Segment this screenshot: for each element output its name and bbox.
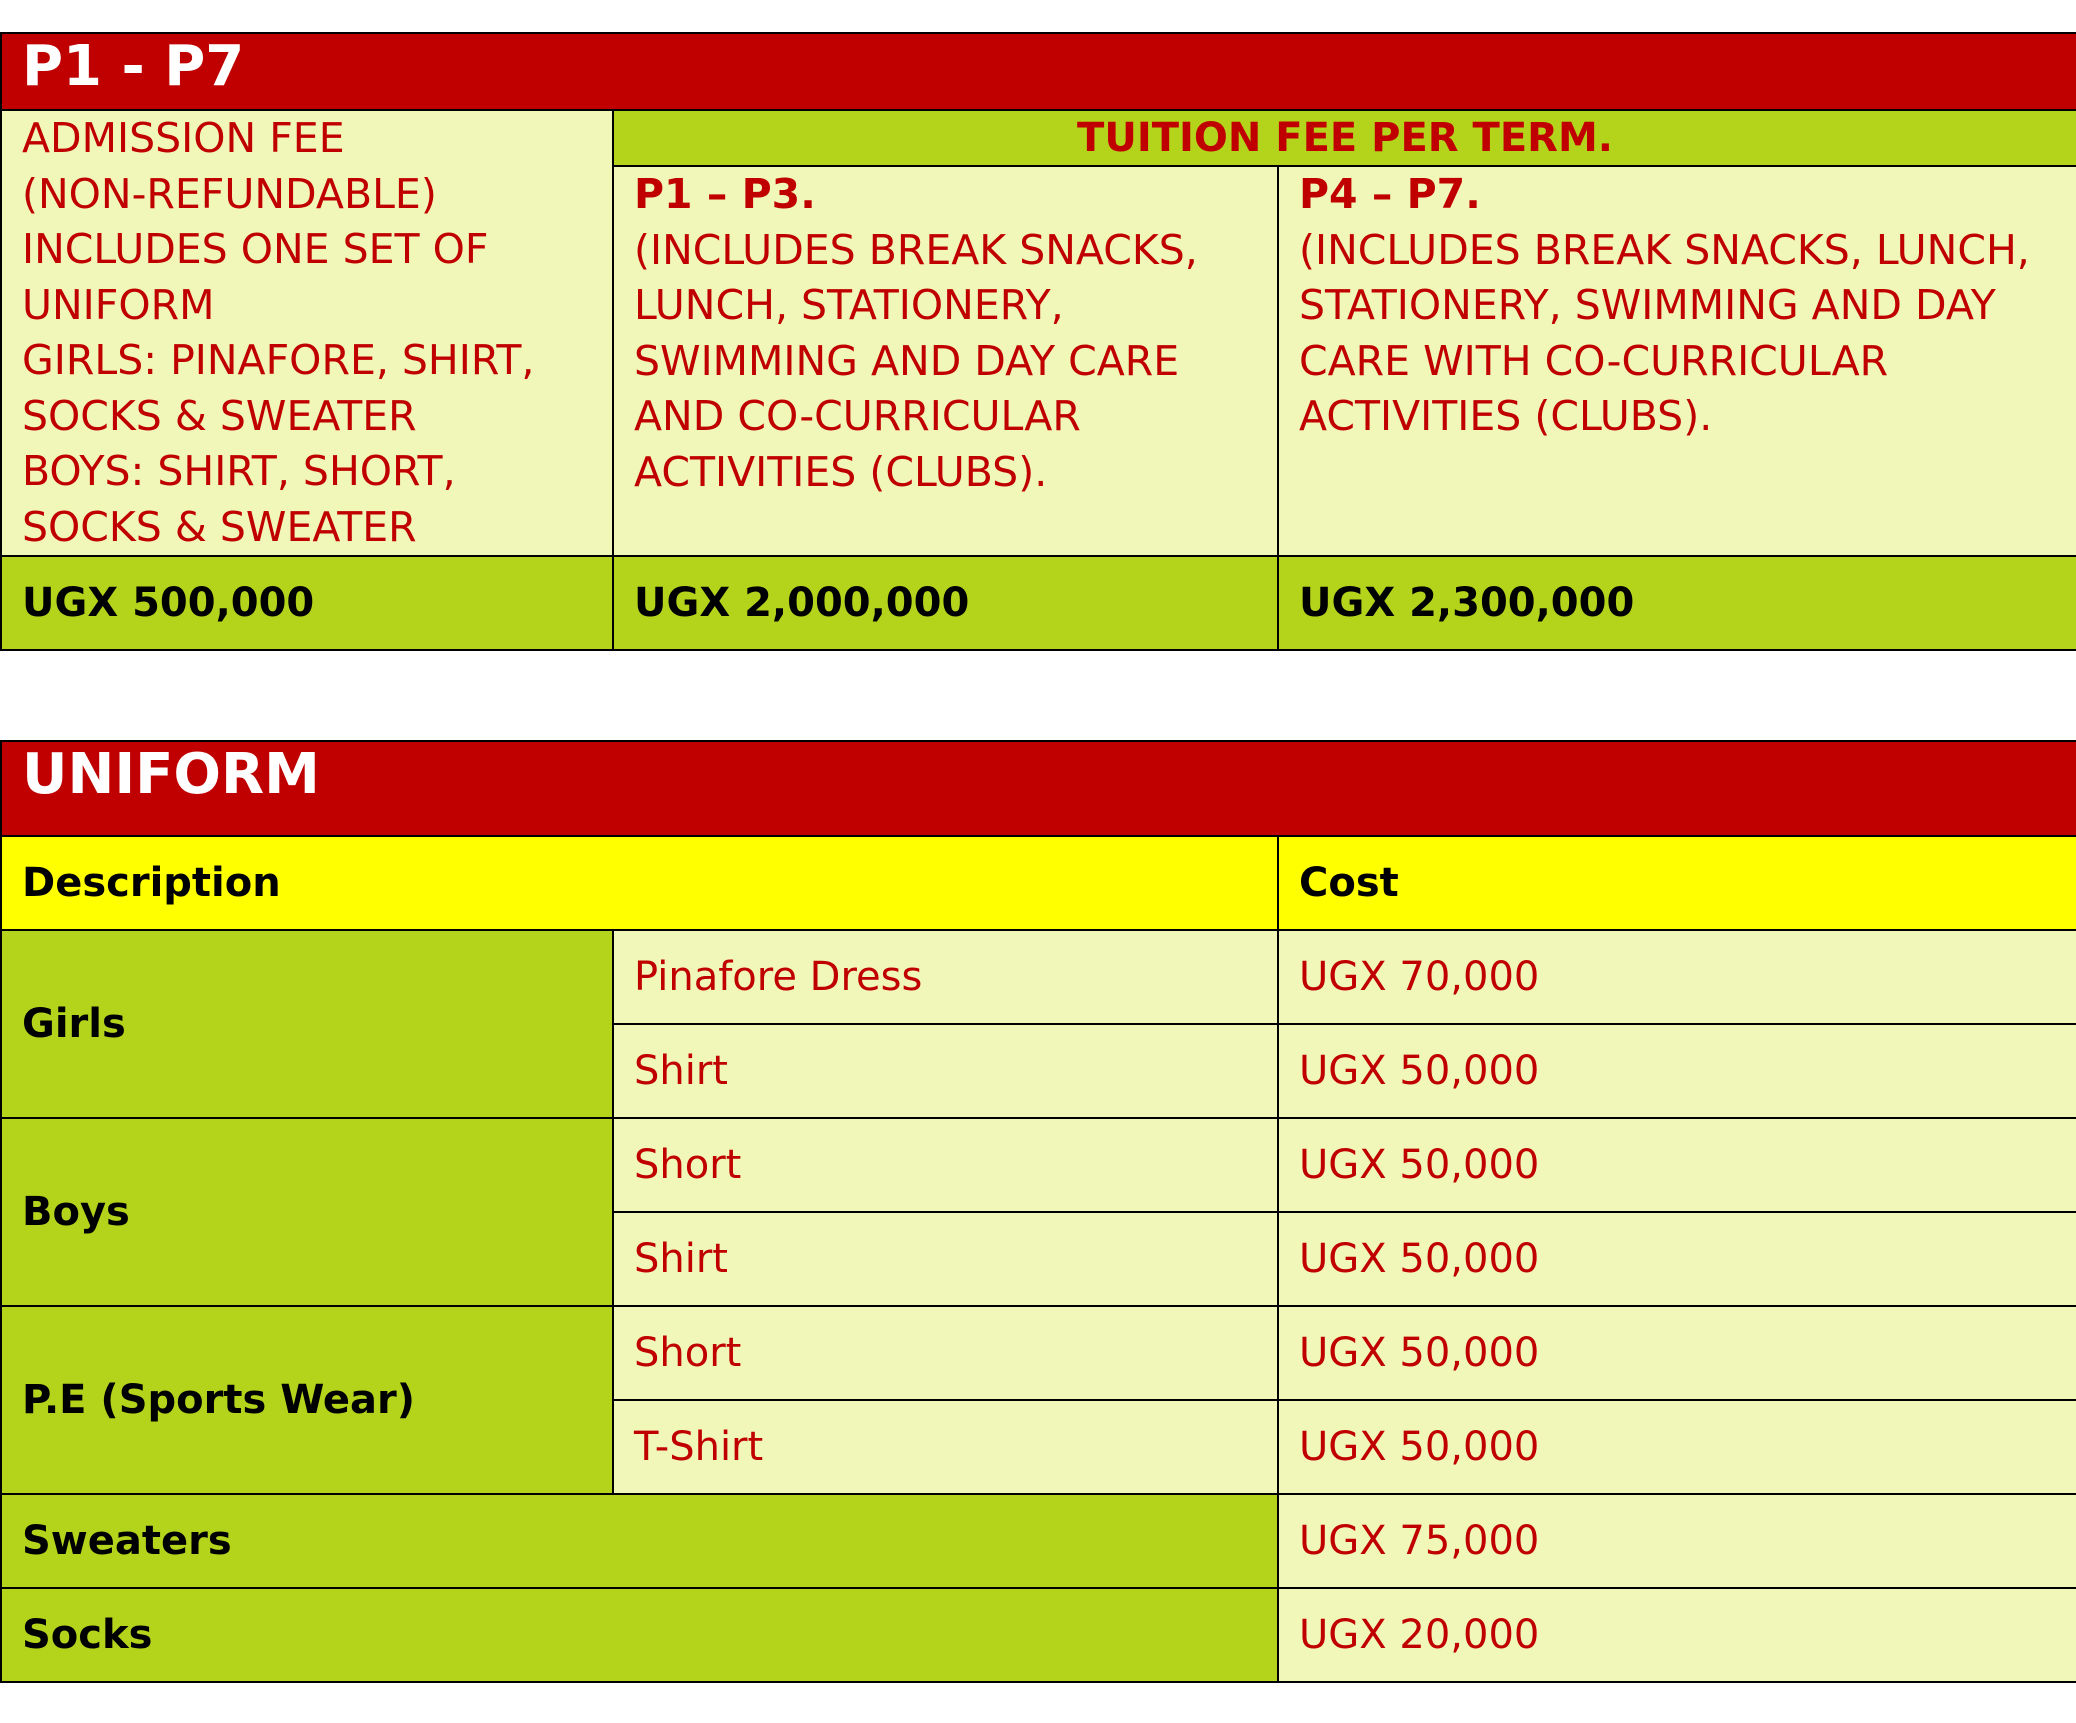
table-row <box>1 930 2076 1024</box>
p1-p3-line: AND CO-CURRICULAR <box>634 392 1081 441</box>
group-label-pe: P.E (Sports Wear) <box>1 1306 613 1494</box>
p4-p7-line: CARE WITH CO-CURRICULAR <box>1299 336 1889 385</box>
admission-amount: UGX 500,000 <box>1 556 613 650</box>
item-name: Shirt <box>613 1212 1278 1306</box>
item-cost: UGX 75,000 <box>1278 1494 2076 1588</box>
fees-amount-row <box>1 556 2076 650</box>
table-row <box>1 1306 2076 1400</box>
item-cost: UGX 70,000 <box>1278 930 2076 1024</box>
p1-p3-title: P1 – P3. <box>634 170 816 219</box>
item-name: Pinafore Dress <box>613 930 1278 1024</box>
p1-p3-line: ACTIVITIES (CLUBS). <box>634 447 1048 496</box>
p4-p7-amount: UGX 2,300,000 <box>1278 556 2076 650</box>
uniform-title: UNIFORM <box>1 741 2076 836</box>
admission-line: INCLUDES ONE SET OF <box>22 225 489 273</box>
tuition-header-row <box>1 110 2076 166</box>
item-name: Short <box>613 1118 1278 1212</box>
fees-title-row <box>1 33 2076 110</box>
p4-p7-details <box>1278 166 2076 556</box>
admission-line: GIRLS: PINAFORE, SHIRT, <box>22 336 535 384</box>
item-cost: UGX 20,000 <box>1278 1588 2076 1682</box>
uniform-header-row <box>1 836 2076 930</box>
p1-p3-details <box>613 166 1278 556</box>
item-name: T-Shirt <box>613 1400 1278 1494</box>
admission-line: ADMISSION FEE <box>22 114 345 162</box>
single-label-socks: Socks <box>1 1588 1278 1682</box>
item-name: Shirt <box>613 1024 1278 1118</box>
admission-line: BOYS: SHIRT, SHORT, <box>22 447 456 495</box>
uniform-title-row <box>1 741 2076 836</box>
p4-p7-line: ACTIVITIES (CLUBS). <box>1299 392 1713 441</box>
admission-line: (NON-REFUNDABLE) <box>22 169 437 218</box>
p4-p7-line: (INCLUDES BREAK SNACKS, LUNCH, <box>1299 225 2030 274</box>
single-label-sweaters: Sweaters <box>1 1494 1278 1588</box>
p1-p3-amount: UGX 2,000,000 <box>613 556 1278 650</box>
cost-header: Cost <box>1278 836 2076 930</box>
uniform-table <box>0 740 2076 1683</box>
item-name: Short <box>613 1306 1278 1400</box>
group-label-boys: Boys <box>1 1118 613 1306</box>
item-cost: UGX 50,000 <box>1278 1024 2076 1118</box>
admission-line: UNIFORM <box>22 280 215 329</box>
admission-line: SOCKS & SWEATER <box>22 502 417 551</box>
admission-line: SOCKS & SWEATER <box>22 391 417 440</box>
fees-title: P1 - P7 <box>1 33 2076 110</box>
description-header: Description <box>1 836 1278 930</box>
item-cost: UGX 50,000 <box>1278 1306 2076 1400</box>
table-row <box>1 1118 2076 1212</box>
table-row <box>1 1494 2076 1588</box>
fees-table <box>0 32 2076 651</box>
item-cost: UGX 50,000 <box>1278 1118 2076 1212</box>
tuition-fee-header: TUITION FEE PER TERM. <box>613 110 2076 166</box>
p4-p7-line: STATIONERY, SWIMMING AND DAY <box>1299 281 1996 330</box>
table-row <box>1 1588 2076 1682</box>
p4-p7-title: P4 – P7. <box>1299 170 1481 219</box>
item-cost: UGX 50,000 <box>1278 1400 2076 1494</box>
p1-p3-line: SWIMMING AND DAY CARE <box>634 336 1180 385</box>
group-label-girls: Girls <box>1 930 613 1118</box>
admission-description <box>1 110 613 556</box>
p1-p3-line: LUNCH, STATIONERY, <box>634 281 1064 330</box>
item-cost: UGX 50,000 <box>1278 1212 2076 1306</box>
p1-p3-line: (INCLUDES BREAK SNACKS, <box>634 225 1198 274</box>
